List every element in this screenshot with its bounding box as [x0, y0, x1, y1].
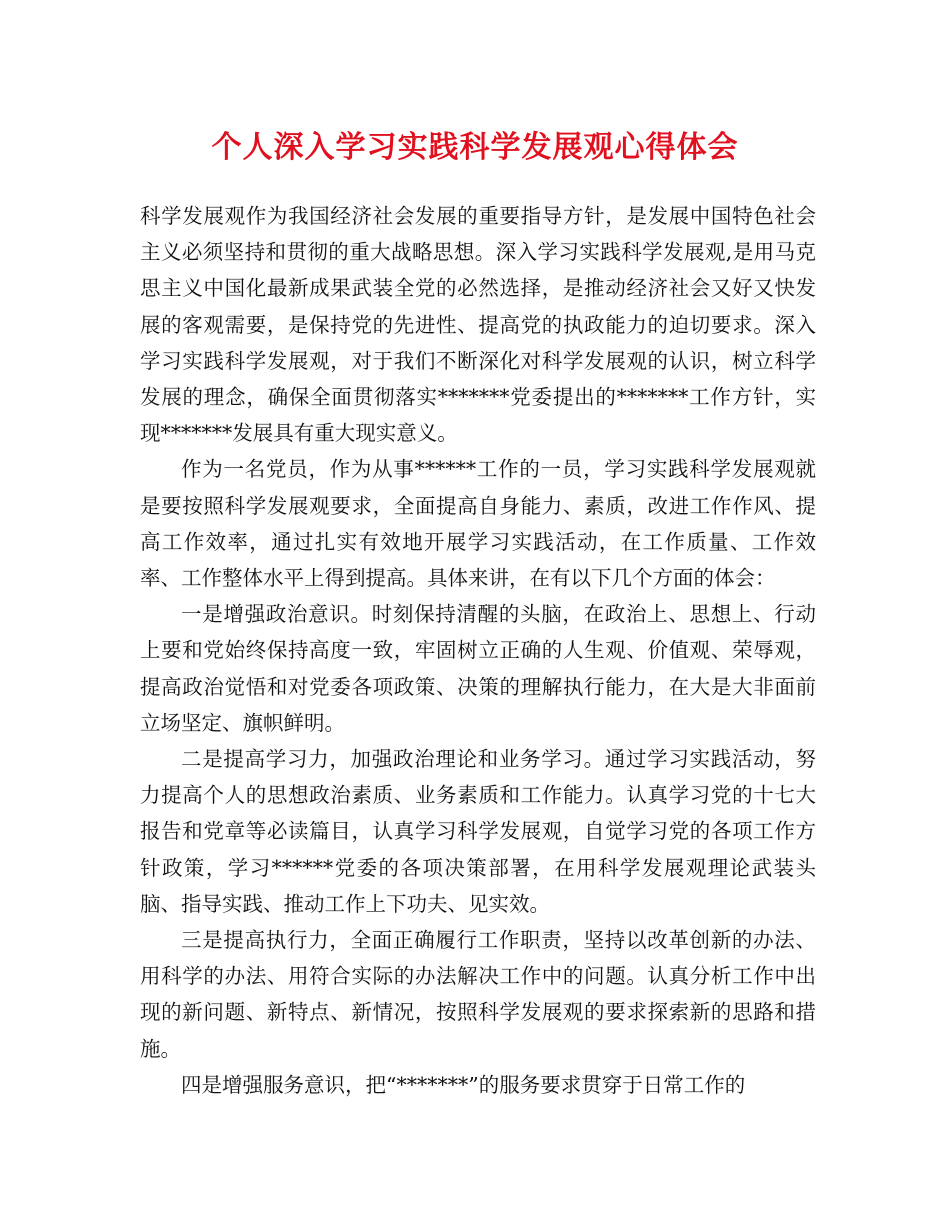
document-body: [140, 198, 816, 1103]
paragraph-intro: 科学发展观作为我国经济社会发展的重要指导方针，是发展中国特色社会主义必须坚持和贯彻的重大战略思想。深入学习实践科学发展观,是用马克思主义中国化最新成果武装全党的必然选择，是推动经济社会又好又快发展的客观需要，是保持党的先进性、提高党的执政能力的迫切要求。深入学习实践科学发展观，对于我们不断深化对科学发展观的认识，树立科学发展的理念，确保全面贯彻落实*******党委提出的*******工作方针，实现*******发展具有重大现实意义。: [140, 204, 816, 446]
paragraph-political-awareness: 一是增强政治意识。时刻保持清醒的头脑，在政治上、思想上、行动上要和党始终保持高度一致，牢固树立正确的人生观、价值观、荣辱观，提高政治觉悟和对党委各项政策、决策的理解执行能力，在大是大非面前立场坚定、旗帜鲜明。: [140, 602, 816, 735]
paragraph-execution-ability: 三是提高执行力，全面正确履行工作职责，坚持以改革创新的办法、用科学的办法、用符合实际的办法解决工作中的问题。认真分析工作中出现的新问题、新特点、新情况，按照科学发展观的要求探索新的思路和措施。: [140, 928, 816, 1061]
document-title: 个人深入学习实践科学发展观心得体会: [211, 130, 739, 165]
paragraph-learning-ability: 二是提高学习力，加强政治理论和业务学习。通过学习实践活动，努力提高个人的思想政治素质、业务素质和工作能力。认真学习党的十七大报告和党章等必读篇目，认真学习科学发展观，自觉学习党的各项工作方针政策，学习******党委的各项决策部署，在用科学发展观理论武装头脑、指导实践、推动工作上下功夫、见实效。: [140, 747, 816, 916]
paragraph-service-awareness: 四是增强服务意识，把“*******”的服务要求贯穿于日常工作的: [181, 1072, 746, 1097]
paragraph-party-member: 作为一名党员，作为从事******工作的一员，学习实践科学发展观就是要按照科学发展观要求，全面提高自身能力、素质，改进工作作风、提高工作效率，通过扎实有效地开展学习实践活动，在工作质量、工作效率、工作整体水平上得到提高。具体来讲，在有以下几个方面的体会：: [140, 457, 816, 591]
